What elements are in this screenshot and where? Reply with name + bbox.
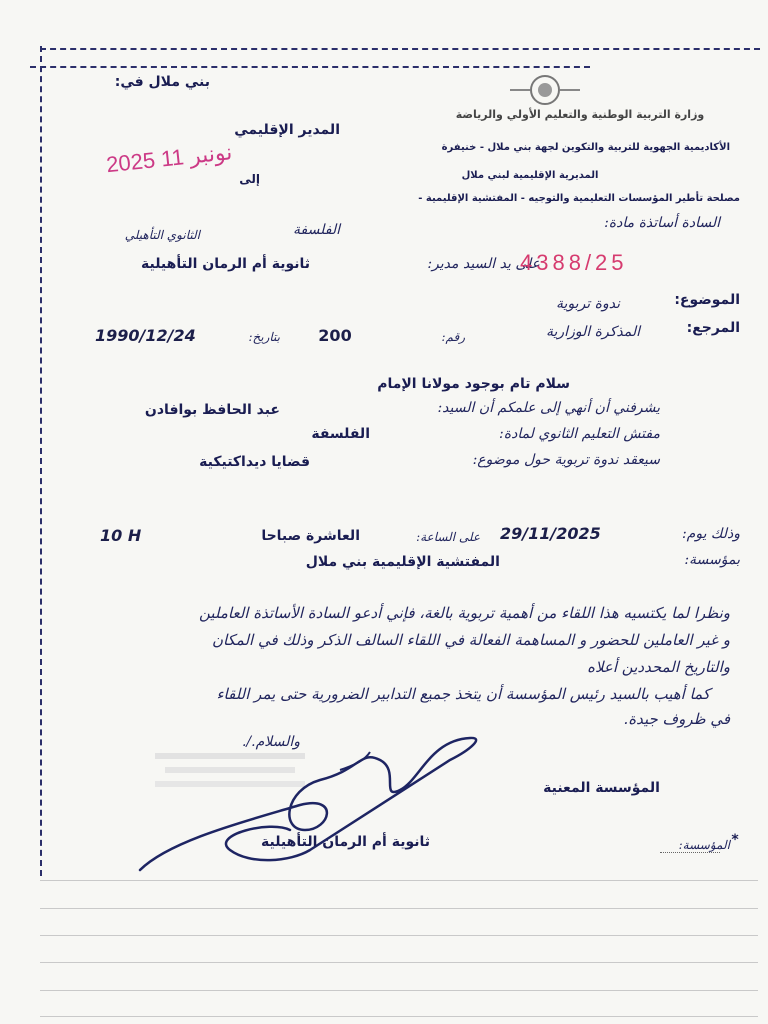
date-label: بتاريخ: [248, 330, 280, 344]
paragraph-1-line-1: ونظرا لما يكتسيه هذا اللقاء من أهمية تربوية بالغة، فإني أدعو السادة الأساتذة العاملين [198, 604, 730, 622]
left-border [40, 46, 42, 876]
directorate-name: المديرية الإقليمية لبني ملال [461, 170, 599, 181]
reference-number: 4388/25 [520, 250, 628, 275]
director-label: على يد السيد مدير: [427, 256, 540, 272]
place-date: بني ملال في: [114, 74, 210, 90]
inspector-subject: الفلسفة [311, 426, 370, 442]
signature-icon [130, 730, 490, 890]
paragraph-2-line-1: كما أهيب بالسيد رئيس المؤسسة أن يتخذ جميع التدابير الضرورية حتى يمر اللقاء [216, 685, 710, 703]
topic-label: سيعقد ندوة تربوية حول موضوع: [472, 452, 660, 468]
ruled-line [40, 990, 758, 991]
top-border [40, 48, 760, 50]
greeting: سلام تام بوجود مولانا الإمام [377, 376, 570, 392]
reference-value: المذكرة الوزارية [546, 324, 640, 340]
reference-label: المرجع: [686, 320, 740, 336]
ruled-line [40, 1016, 758, 1017]
recipients-subject: الفلسفة [293, 222, 340, 238]
paragraph-1-line-3: والتاريخ المحددين أعلاه [587, 658, 730, 676]
day-label: وذلك يوم: [681, 526, 740, 542]
ruled-line [40, 962, 758, 963]
intro-label: يشرفني أن أنهي إلى علمكم أن السيد: [437, 400, 660, 416]
topic-value: قضايا ديداكتيكية [199, 454, 310, 470]
recipients-level: الثانوي التأهيلي [124, 228, 200, 242]
paragraph-2-line-2: في ظروف جيدة. [623, 710, 730, 728]
concerned-institution-label: المؤسسة المعنية [543, 780, 660, 796]
from-title: المدير الإقليمي [234, 122, 340, 138]
subject-value: ندوة تربوية [556, 296, 620, 312]
ruled-line [40, 880, 758, 881]
school-field-line [660, 852, 720, 853]
ruled-line [40, 935, 758, 936]
service-name: مصلحة تأطير المؤسسات التعليمية والتوجيه - المفتشية الإقليمية - [418, 193, 740, 204]
closing: والسلام./. [241, 734, 300, 750]
venue-label: بمؤسسة: [684, 552, 740, 568]
director-school: ثانوية أم الرمان التأهيلية [141, 256, 310, 272]
number-value: 200 [318, 326, 352, 345]
top-border-inner [30, 66, 590, 68]
asterisk: * [731, 832, 739, 848]
paragraph-1-line-2: و غير العاملين للحضور و المساهمة الفعالة في اللقاء السالف الذكر وذلك في المكان [211, 631, 730, 649]
school-field-label: المؤسسة: [678, 838, 730, 852]
number-label: رقم: [441, 330, 465, 344]
inspector-role-label: مفتش التعليم الثانوي لمادة: [499, 426, 660, 442]
ministry-name: وزارة التربية الوطنية والتعليم الأولي والرياضة [455, 108, 705, 121]
ruled-line [40, 908, 758, 909]
hour-label: على الساعة: [416, 530, 480, 544]
academy-name: الأكاديمية الجهوية للتربية والتكوين لجهة بني ملال - خنيفرة [441, 142, 730, 153]
hour-text: العاشرة صباحا [261, 528, 360, 544]
inspector-name: عبد الحافظ بوافادن [144, 402, 280, 418]
to-label: إلى [239, 172, 260, 186]
subject-label: الموضوع: [674, 292, 740, 308]
school-name: ثانوية أم الرمان التأهيلية [261, 834, 430, 850]
emblem-icon [500, 70, 590, 110]
day-value: 29/11/2025 [500, 524, 601, 543]
hour-value: 10 H [100, 526, 142, 545]
venue-value: المفتشية الإقليمية بني ملال [305, 554, 500, 570]
recipients-label: السادة أساتذة مادة: [604, 215, 720, 231]
date-stamp: 2025 نونبر 11 [105, 139, 234, 178]
date-value: 1990/12/24 [95, 326, 196, 345]
